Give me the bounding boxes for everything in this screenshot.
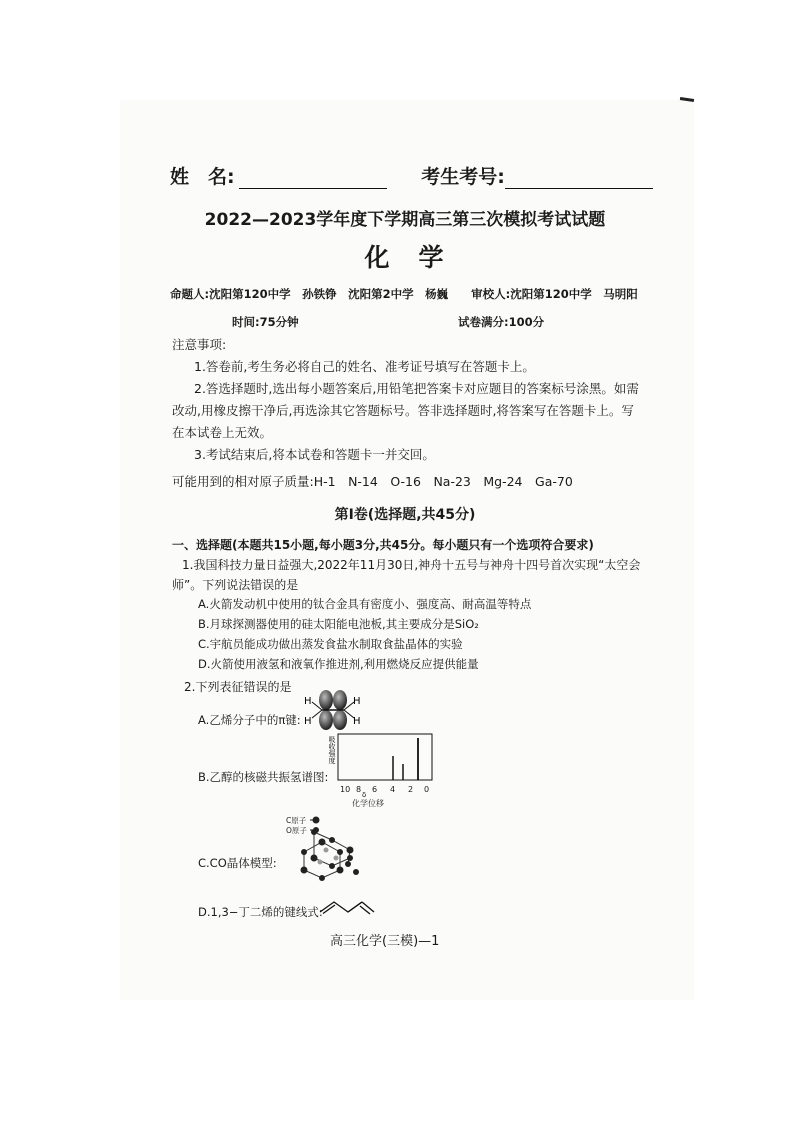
nmr-tick-6: 6 bbox=[372, 785, 378, 794]
co-atom bbox=[345, 861, 351, 867]
co-atom bbox=[301, 849, 307, 855]
co-o-atom-label: O原子 bbox=[286, 826, 307, 835]
page-footer: 高三化学(三模)—1 bbox=[330, 934, 440, 949]
exam-title: 2022—2023学年度下学期高三第三次模拟考试试题 bbox=[204, 210, 606, 230]
nmr-tick-4: 4 bbox=[390, 785, 396, 794]
co-atom bbox=[311, 829, 317, 835]
h-label-tr: H bbox=[353, 696, 361, 707]
q2-option-d: D.1,3−丁二烯的键线式: bbox=[198, 905, 323, 919]
co-atom bbox=[353, 869, 359, 875]
time-info: 时间:75分钟 bbox=[232, 315, 299, 329]
name-id-row bbox=[170, 162, 653, 189]
volume-title: 第Ⅰ卷(选择题,共45分) bbox=[334, 507, 476, 523]
nmr-spectrum-figure bbox=[326, 732, 436, 784]
notice-item-2-line3: 在本试卷上无效。 bbox=[172, 425, 273, 440]
h-label-bl: H bbox=[304, 716, 312, 727]
nmr-tick-0: 0 bbox=[424, 785, 430, 794]
nmr-xlabel: 化学位移 bbox=[352, 799, 384, 808]
q1-stem-line2: 师”。下列说法错误的是 bbox=[172, 578, 299, 592]
q1-option-d: D.火箭使用液氢和液氧作推进剂,利用燃烧反应提供能量 bbox=[198, 657, 479, 671]
pi-lobe-lower-left bbox=[319, 710, 333, 730]
nmr-tick-8: 8 bbox=[356, 785, 362, 794]
h-label-br: H bbox=[353, 716, 361, 727]
co-atom bbox=[347, 855, 353, 861]
h-label-tl: H bbox=[304, 696, 312, 707]
q2-option-a: A.乙烯分子中的π键: bbox=[198, 713, 301, 727]
nmr-delta: δ bbox=[362, 791, 367, 799]
authors-line: 命题人:沈阳第120中学 孙铁铮 沈阳第2中学 杨巍 审校人:沈阳第120中学 马明阳 bbox=[170, 287, 638, 301]
co-atom bbox=[313, 817, 320, 824]
q1-option-a: A.火箭发动机中使用的钛合金具有密度小、强度高、耐高温等特点 bbox=[198, 597, 532, 611]
q2-option-b: B.乙醇的核磁共振氢谱图: bbox=[198, 770, 329, 784]
ethylene-pi-bond-figure bbox=[300, 688, 364, 732]
atomic-masses: 可能用到的相对原子质量:H-1 N-14 O-16 Na-23 Mg-24 Ga-70 bbox=[172, 474, 573, 489]
co-atom bbox=[337, 867, 344, 874]
notice-item-3: 3.考试结束后,将本试卷和答题卡一并交回。 bbox=[194, 447, 435, 462]
co-crystal-figure bbox=[292, 812, 362, 882]
nmr-tick-10: 10 bbox=[340, 785, 351, 794]
co-c-atom-label: C原子 bbox=[286, 816, 307, 825]
student-id-blank bbox=[505, 168, 653, 189]
pi-lobe-upper-right bbox=[333, 690, 347, 710]
notice-heading: 注意事项: bbox=[172, 337, 227, 352]
section-title: 一、选择题(本题共15小题,每小题3分,共45分。每小题只有一个选项符合要求) bbox=[172, 538, 594, 552]
notice-item-1: 1.答卷前,考生务必将自己的姓名、准考证号填写在答题卡上。 bbox=[194, 359, 535, 374]
q2-stem: 2.下列表征错误的是 bbox=[184, 680, 292, 694]
name-blank bbox=[239, 168, 387, 189]
co-atom bbox=[319, 875, 325, 881]
nmr-ylabel: 吸收强度 bbox=[328, 736, 336, 764]
notice-item-2-line2: 改动,用橡皮擦干净后,再选涂其它答题标号。答非选择题时,将答案写在答题卡上。写 bbox=[172, 403, 634, 418]
co-atom bbox=[301, 867, 308, 874]
nmr-tick-2: 2 bbox=[408, 785, 414, 794]
co-atom bbox=[319, 839, 326, 846]
q1-option-c: C.宇航员能成功做出蒸发食盐水制取食盐晶体的实验 bbox=[198, 637, 463, 651]
pi-lobe-lower-right bbox=[333, 710, 347, 730]
co-atom bbox=[347, 847, 354, 854]
co-atom bbox=[329, 837, 335, 843]
q1-stem-line1: 1.我国科技力量日益强大,2022年11月30日,神舟十五号与神舟十四号首次实现“太空会 bbox=[182, 558, 641, 572]
name-label: 姓 名: bbox=[170, 166, 235, 188]
notice-item-2-line1: 2.答选择题时,选出每小题答案后,用铅笔把答案卡对应题目的答案标号涂黑。如需 bbox=[194, 381, 639, 396]
pi-lobe-upper-left bbox=[319, 690, 333, 710]
co-atom bbox=[337, 849, 343, 855]
q2-option-c: C.CO晶体模型: bbox=[198, 856, 277, 870]
q1-option-b: B.月球探测器使用的硅太阳能电池板,其主要成分是SiO₂ bbox=[198, 617, 479, 631]
score-info: 试卷满分:100分 bbox=[458, 315, 545, 329]
co-atom bbox=[329, 863, 335, 869]
co-atom bbox=[311, 855, 318, 862]
student-id-label: 考生考号: bbox=[421, 166, 505, 188]
subject-title: 化 学 bbox=[364, 243, 446, 272]
butadiene-skeletal-figure bbox=[318, 898, 376, 916]
